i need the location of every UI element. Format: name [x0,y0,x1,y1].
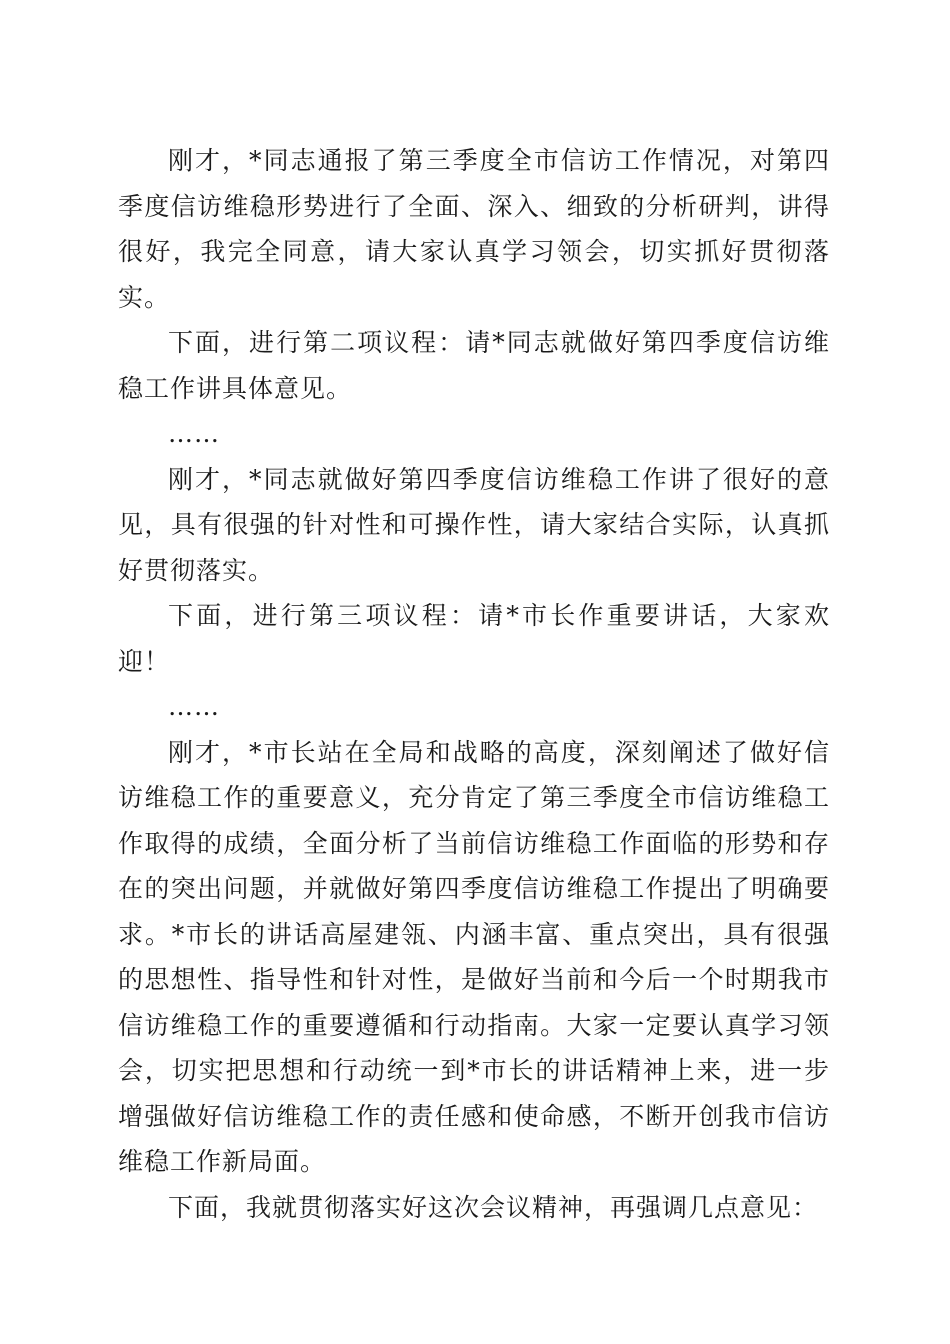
paragraph-1: 刚才，*同志通报了第三季度全市信访工作情况，对第四季度信访维稳形势进行了全面、深入、细致的分析研判，讲得很好，我完全同意，请大家认真学习领会，切实抓好贯彻落实。 [118,146,830,312]
paragraph-5: 刚才，*市长站在全局和战略的高度，深刻阐述了做好信访维稳工作的重要意义，充分肯定了第三季度全市信访维稳工作取得的成绩，全面分析了当前信访维稳工作面临的形势和存在的突出问题，并就做好第四季度信访维稳工作提出了明确要求。*市长的讲话高屋建瓴、内涵丰富、重点突出，具有很强的思想性、指导性和针对性，是做好当前和今后一个时期我市信访维稳工作的重要遵循和行动指南。大家一定要认真学习领会，切实把思想和行动统一到*市长的讲话精神上来，进一步增强做好信访维稳工作的责任感和使命感，不断开创我市信访维稳工作新局面。 [118,737,830,1176]
paragraph-6: 下面，我就贯彻落实好这次会议精神，再强调几点意见： [168,1192,819,1222]
ellipsis-2: …… [168,692,220,721]
document-body [118,138,830,1230]
paragraph-2: 下面，进行第二项议程：请*同志就做好第四季度信访维稳工作讲具体意见。 [118,328,830,403]
paragraph-3: 刚才，*同志就做好第四季度信访维稳工作讲了很好的意见，具有很强的针对性和可操作性，请大家结合实际，认真抓好贯彻落实。 [118,464,830,585]
paragraph-4: 下面，进行第三项议程：请*市长作重要讲话，大家欢迎！ [118,601,830,676]
ellipsis-1: …… [168,419,220,448]
